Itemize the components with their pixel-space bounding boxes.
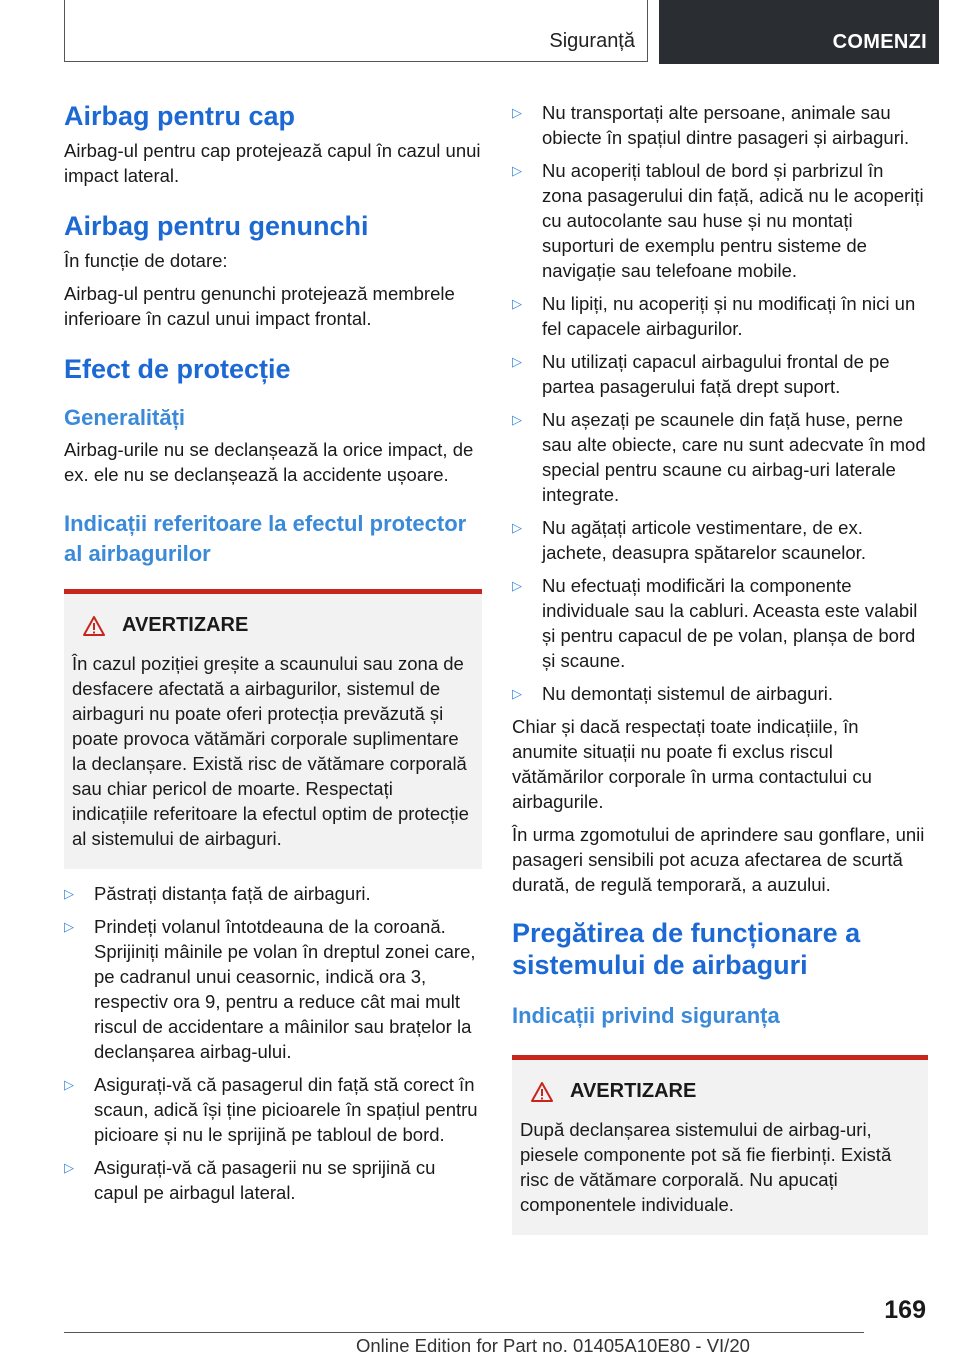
bullet-triangle-icon: ▷: [512, 296, 522, 311]
paragraph-airbag-cap: Airbag-ul pentru cap protejează capul în cazul unui impact lateral.: [64, 140, 481, 186]
warning-text: În cazul poziției greșite a scaunului sau zona de desfacere afectată a airbagurilor, sistemul de airbaguri nu poate oferi protecția prevăzută și poate provoca vătămări corporale suplimentare la declanșare. Există risc de vătămare corporală sau chiar pericol de moarte. Respectați indicațiile referitoare la efectul optim de protecție al sistemului de airbaguri.: [72, 653, 469, 849]
list-item: ▷ Nu efectuați modificări la componente individuale sau la cabluri. Aceasta este valabil și pentru capacul de pe volan, planșa de bord și scaune.: [512, 575, 918, 671]
warning-title: AVERTIZARE: [122, 614, 249, 636]
footer-divider: [64, 1332, 864, 1333]
bullet-triangle-icon: ▷: [512, 105, 522, 120]
warning-triangle-icon: [530, 1081, 554, 1103]
bullet-list-left: [64, 881, 482, 1205]
paragraph-genunchi-dotare: În funcție de dotare:: [64, 250, 228, 271]
heading-indicatii-siguranta: Indicații privind siguranța: [512, 1003, 780, 1028]
left-column: [64, 100, 482, 1205]
list-item: ▷ Asigurați-vă că pasagerul din față stă corect în scaun, adică își ține picioarele în spațiul pentru picioare și nu le sprijină pe tabloul de bord.: [64, 1074, 478, 1145]
list-item: ▷ Prindeți volanul întotdeauna de la coroană. Sprijiniți mâinile pe volan în dreptul zonei care, pe cadranul unui ceasornic, indică ora 3, respectiv ora 9, pentru a reduce cât mai mult riscul de accidentare a mâinilor sau brațelor la declanșarea airbag-ului.: [64, 916, 476, 1062]
heading-generalitati: Generalități: [64, 405, 186, 430]
paragraph-genunchi: Airbag-ul pentru genunchi protejează membrele inferioare în cazul unui impact frontal.: [64, 283, 455, 329]
list-item: ▷ Nu așezați pe scaunele din față huse, perne sau alte obiecte, care nu sunt adecvate în mod special pentru scaune cu airbag-uri laterale integrate.: [512, 409, 926, 505]
header-section-box: [64, 0, 648, 62]
list-item: ▷ Nu utilizați capacul airbagului frontal de pe partea pasagerului față drept suport.: [512, 351, 890, 397]
paragraph-zgomot: În urma zgomotului de aprindere sau gonflare, unii pasageri sensibili pot acuza afectarea de scurtă durată, de regulă temporară, a auzului.: [512, 824, 925, 895]
warning-title-row: [530, 1080, 920, 1103]
heading-indicatii-efect: Indicații referitoare la efectul protector al airbagurilor: [64, 511, 467, 566]
list-item: ▷ Nu agățați articole vestimentare, de ex. jachete, deasupra spătarelor scaunelor.: [512, 517, 866, 563]
warning-title-row: [82, 614, 474, 637]
page-number: 169: [884, 1296, 926, 1324]
bullet-triangle-icon: ▷: [64, 1160, 74, 1175]
list-item: ▷ Nu transportați alte persoane, animale sau obiecte în spațiul dintre pasageri și airbaguri.: [512, 102, 910, 148]
warning-box-right: [512, 1055, 928, 1235]
footer-edition: Online Edition for Part no. 01405A10E80 - VI/20: [356, 1335, 750, 1356]
heading-airbag-cap: Airbag pentru cap: [64, 101, 296, 131]
list-item: ▷ Păstrați distanța față de airbaguri.: [64, 883, 371, 904]
bullet-triangle-icon: ▷: [64, 886, 74, 901]
heading-airbag-genunchi: Airbag pentru genunchi: [64, 211, 369, 241]
list-item: ▷ Nu lipiți, nu acoperiți și nu modificați în nici un fel capacele airbagurilor.: [512, 293, 916, 339]
bullet-triangle-icon: ▷: [512, 412, 522, 427]
bullet-triangle-icon: ▷: [64, 919, 74, 934]
list-item: ▷ Nu acoperiți tabloul de bord și parbrizul în zona pasagerului din față, adică nu le acoperiți cu autocolante sau huse și nu montați suporturi de exemplu pentru sisteme de navigație sau telefoane mobile.: [512, 160, 924, 281]
right-column: [512, 100, 928, 1235]
bullet-triangle-icon: ▷: [512, 578, 522, 593]
header-section-title: Siguranță: [549, 30, 635, 52]
header-tab-label: COMENZI: [832, 31, 927, 53]
warning-triangle-icon: [82, 615, 106, 637]
header-tab[interactable]: [659, 0, 939, 64]
warning-box-left: [64, 589, 482, 869]
paragraph-generalitati: Airbag-urile nu se declanșează la orice impact, de ex. ele nu se declanșează la accidente ușoare.: [64, 439, 474, 485]
heading-efect-protectie: Efect de protecție: [64, 354, 291, 384]
warning-text: După declanșarea sistemului de airbag-uri, piesele componente pot să fie fierbinți. Există risc de vătămare corporală. Nu apucați componentele individuale.: [520, 1119, 892, 1215]
bullet-list-right: [512, 100, 928, 706]
bullet-triangle-icon: ▷: [512, 686, 522, 701]
list-item: ▷ Nu demontați sistemul de airbaguri.: [512, 683, 834, 704]
heading-pregatire: Pregătirea de funcționare a sistemului de airbaguri: [512, 918, 861, 980]
bullet-triangle-icon: ▷: [64, 1077, 74, 1092]
paragraph-chiar-daca: Chiar și dacă respectați toate indicațiile, în anumite situații nu poate fi exclus riscul vătămărilor corporale în urma contactului cu airbagurile.: [512, 716, 872, 812]
list-item: ▷ Asigurați-vă că pasagerii nu se sprijină cu capul pe airbagul lateral.: [64, 1157, 436, 1203]
bullet-triangle-icon: ▷: [512, 520, 522, 535]
bullet-triangle-icon: ▷: [512, 354, 522, 369]
warning-title: AVERTIZARE: [570, 1080, 697, 1102]
bullet-triangle-icon: ▷: [512, 163, 522, 178]
